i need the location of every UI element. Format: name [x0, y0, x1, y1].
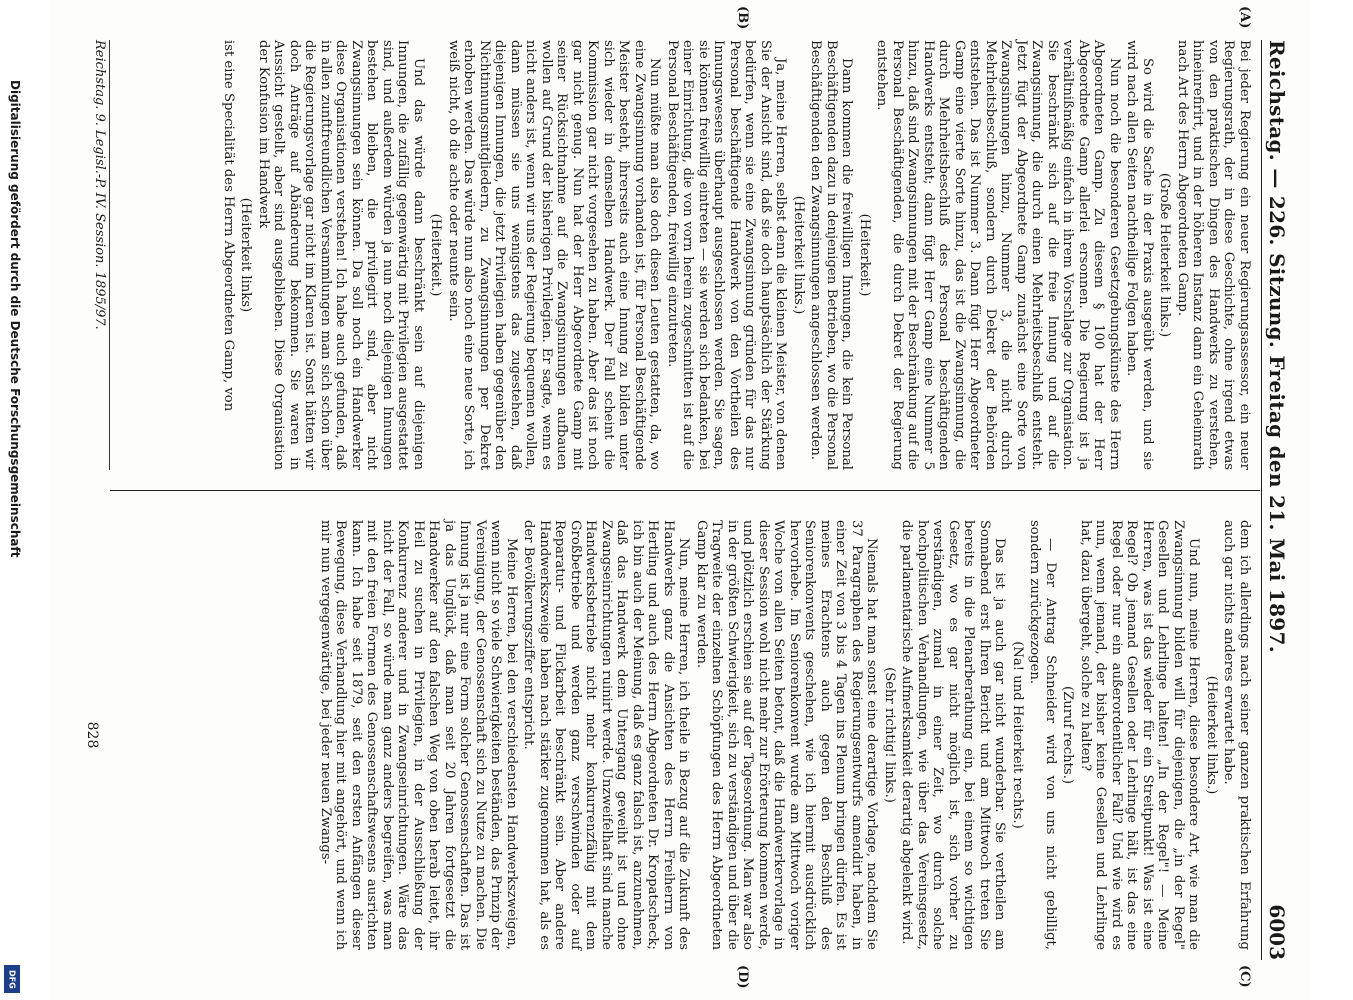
scanned-page-viewport — [50, 0, 1310, 1000]
paragraph: Nun, meine Herren, ich theile in Bezug auf die Zukunft des Handwerks ganz die Ansichten des Herrn Freiherrn von Hertling und auch des Herrn Abgeordneten Dr. Kropatscheck; ich bin auch der Meinung, daß es ganz falsch ist, anzunehmen, daß das Handwerk dem Untergang geweiht ist und ohne Zwangseinrichtungen ruinirt werde. Unzweifelhaft sind manche Handwerksbetriebe nicht mehr konkurrenzfähig mit dem Großbetriebe und werden ganz verschwinden oder auf Reparatur- und Flickarbeit beschränkt sein. Aber andere Handwerkszweige haben nach stärker zugenommen hat, als es der Bevölkerungsziffer entspricht. — [521, 520, 692, 950]
session-footer: Reichstag. 9. Legisl.-P. IV. Session. 1895/97. — [92, 40, 110, 470]
paragraph: Bei jeder Regierung ein neuer Regierungsassessor, ein neuer Regierungsrath, der in diese Geschichte, ohne irgend etwas von den praktischen Dingen des Handwerks zu verstehen, hineinrefirirt, und in der höheren Instanz dann ein Geheimrath nach Art des Herrn Abgeordneten Gamp. — [1175, 40, 1252, 470]
paragraph: Nun müßte man also doch diesen Leuten gestatten, da, wo eine Zwangsinnung vorhanden ist, für Personal Beschäftigende Meister besteht, ihrerseits auch eine Innung zu bilden unter sich wieder in demselben Handwerk. Der Fall scheint die Kommission gar nicht vorgesehen zu haben. Aber das ist noch gar nicht genug. Nun hat der Herr Abgeordnete Gamp mit seiner Rücksichtnahme auf die Zwangsinnungen aufbauen wollen auf Grund der bisherigen Privilegien. Er sagte, wenn es nicht anders ist, wenn wir uns der Regierung bequemen wollen, dann müssen sie uns wenigstens das zugestehen, daß diejenigen Innungen, die jetzt Privilegien haben gegenüber den Nichtinnungsmitgliedern, zu Zwangsinnungen per Dekret erhoben werden. Das würde nun also noch eine neue Sorte, ich weiß nicht, ob die achte oder neunte sein. — [446, 40, 663, 470]
paragraph: Dann kommen die freiwilligen Innungen, die kein Personal Beschäftigenden dazu in denjenigen Betrieben, wo die Personal Beschäftigenden den Zwangsinnungen angeschlossen werden. — [808, 40, 855, 470]
page-header — [1261, 40, 1292, 960]
digitization-credit — [2, 80, 22, 980]
sheet-number: 828 — [84, 721, 100, 749]
paragraph: Meine Herren, bei den verschiedensten Handwerkszweigen, wenn nicht so viele Schwierigkeiten beständen, das Prinzip der Vereinigung, der Genossenschaft sich zu Nutze zu machen. Die Innung ist ja nur eine Form solcher Genossenschaften. Das ist ja das Unglück, daß man seit 20 Jahren fortgesetzt die Handwerker auf den falschen Weg von oben herab leitet, ihr Heil zu suchen in Privilegien, in der Ausschließung der Konkurrenz anderer und in Zwangseinrichtungen. Wäre das nicht der Fall, so würde man ganz anders begreifen, was man mit den freien Formen des Genossenschaftswesens ausrichten kann. Ich habe seit 1879, seit den ersten Anfängen dieser Bewegung, diese Verhandlung hier mit angehört, und wenn ich mir nun vergegenwärtige, bei jeder neuen Zwangs- — [318, 520, 519, 950]
margin-marker-a: (A) — [1237, 6, 1252, 29]
interjection: (Na! und Heiterkeit rechts.) — [1010, 641, 1025, 829]
margin-marker-d: (D) — [735, 965, 750, 989]
interjection: (Zuruf rechts.) — [1060, 685, 1076, 785]
paragraph: dem ich allerdings nach seiner ganzen praktischen Erfahrung auch gar nichts anderes erwartet habe. — [1221, 520, 1252, 950]
paragraph: Ja, meine Herren, selbst denn die kleinen Meister, von denen Sie der Ansicht sind, daß sie doch hauptsächlich der Stärkung bedürfen, wenn sie eine Zwangsinnung gründen für das nur Personal beschäftigende Handwerk von den Vortheilen des Innungswesens überhaupt ausgeschlossen werden. Sie sagen, sie können freiwillig eintreten — sie werden sich bedanken, bei einer Einrichtung, die von vorn herein zugeschnitten ist auf die Personal Beschäftigenden, freiwillig einzutreten. — [665, 40, 789, 470]
interjection: (Heiterkeit links) — [238, 197, 254, 313]
interjection: (Heiterkeit.) — [857, 213, 872, 297]
paragraph: ist eine Specialität des Herrn Abgeordneten Gamp, von — [221, 40, 236, 412]
right-column — [122, 520, 1252, 950]
paragraph: Das ist ja auch gar nicht wunderbar. Sie vertheilen am Sonnabend erst Ihren Bericht und am Mittwoch treten Sie bereits in die Plenarberathung ein, bei einem so wichtigen Gesetz, wo es gar nicht möglich ist, sich vorher zu verständigen, zumal in einer Zeit, wo durch solche hochpolitischen Verhandlungen, wie über das Vereinsgesetz, die parlamentarische Aufmerksamkeit derartig abgelenkt wird. — [899, 520, 1008, 950]
left-column — [122, 40, 1252, 470]
paragraph: Und nun, meine Herren, diese besondere Art, wie man die Zwangsinnung bilden will für diejenigen, die „in der Regel" Gesellen und Lehrlinge halten! „In der Regel"! — Meine Herren, was ist das wieder für ein Streitpunkt! Was ist eine Regel? Ob jemand Gesellen oder Lehrlinge hält, ist das eine Regel oder nur ein außerordentlicher Fall? Und wie wird es nun, wenn jemand, der bisher keine Gesellen und Lehrlinge hat, dazu übergeht, solche zu halten? — [1078, 520, 1202, 950]
column-divider — [110, 490, 1260, 491]
dfg-logo: DFG — [4, 965, 20, 993]
paragraph: Niemals hat man sonst eine derartige Vorlage, nachdem Sie 37 Paragraphen des Regierungsentwurfs amendirt haben, in einer Zeit von 3 bis 4 Tagen ins Plenum bringen dürfen. Es ist meines Erachtens auch gegen den Beschluß des Seniorenkonvents geschehen, wie ich hiermit ausdrücklich hervorhebe. Im Seniorenkonvent wurde am Mittwoch voriger Woche von allen Seiten betont, daß die Handwerkervorlage in dieser Session wohl nicht mehr zur Erörterung kommen werde, und plötzlich erschien sie auf der Tagesordnung. Man war also in der größten Schwierigkeit, sich zu verständigen und über die Tragweite der einzelnen Schöpfungen des Herrn Abgeordneten Gamp klar zu werden. — [694, 520, 880, 950]
paragraph: Und das würde dann beschränkt sein auf diejenigen Innungen, die zufällig gegenwärtig mit Privilegien ausgestattet sind, und außerdem würden ja nun noch diejenigen Innungen bestehen bleiben, die privilegirt sind, aber nicht Zwangsinnungen sein können. Da soll noch ein Handwerker diese Organisationen verstehen! Ich habe auch gefunden, daß in allen zunftfreundlichen Versammlungen man sich schon über die Regierungsvorlage gar nicht im Klaren ist. Sonst hätten wir doch Anträge auf Abänderung bekommen. Sie waren in Aussicht gestellt, aber sind ausgeblieben. Diese Organisation der Konfusion im Handwerk — [256, 40, 426, 470]
interjection: (Heiterkeit links.) — [1204, 675, 1219, 795]
interjection: (Sehr richtig! links.) — [882, 667, 897, 803]
paragraph: So wird die Sache in der Praxis ausgeübt werden, und sie wird nach allen Seiten nachtheilige Folgen haben. — [1124, 40, 1155, 470]
interjection: (Heiterkeit.) — [428, 213, 444, 297]
paragraph: Nun noch die besonderen Gesetzgebungskünste des Herrn Abgeordneten Gamp. Zu diesem § 100 hat der Herr Abgeordnete Gamp allerlei ersonnen. Die Regierung ist ja verhältnißmäßig einfach in ihrem Vorschlage zur Organisation. Sie beschränkt sich auf die freie Innung und auf die Zwangsinnung, die durch einen Mehrheitsbeschluß entsteht. Jetzt fügt der Abgeordnete Gamp zunächst eine Sorte von Zwangsinnungen hinzu, Nummer 3, die nicht durch Mehrheitsbeschluß, sondern durch Dekret der Behörden entstehen. Das ist Nummer 3. Dann fügt Herr Abgeordneter Gamp eine vierte Sorte hinzu, das ist die Zwangsinnung, die durch Mehrheitsbeschluß des Personal beschäftigenden Handwerks entsteht; dann fügt Herr Gamp eine Nummer 5 hinzu, daß sind Zwangsinnungen mit der Beschränkung auf die Personal Beschäftigenden, die durch Dekret der Regierung entstehen. — [874, 40, 1122, 470]
digitization-credit-text: Digitalisierung gefördert durch die Deutsche Forschungsgemeinschaft — [8, 80, 22, 558]
scanned-page — [50, 0, 1310, 1000]
interjection: (Heiterkeit links.) — [791, 195, 806, 315]
margin-marker-c: (C) — [1237, 965, 1252, 988]
header-title: Reichstag. — 226. Sitzung. Freitag den 21. Mai 1897. — [1265, 40, 1289, 654]
interjection: (Große Heiterkeit links.) — [1157, 172, 1173, 338]
paragraph: — Der Antrag Schneider wird von uns nicht gebilligt, sondern zurückgezogen. — [1027, 520, 1058, 950]
margin-marker-b: (B) — [735, 6, 750, 30]
page-number: 6003 — [1265, 904, 1289, 960]
